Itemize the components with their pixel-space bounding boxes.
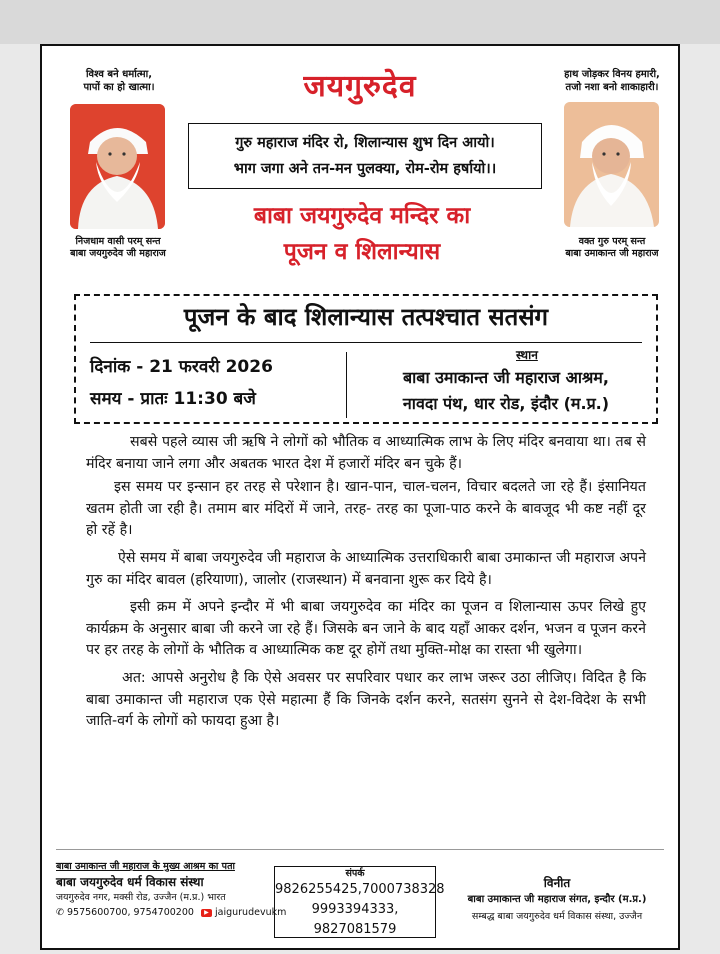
- left-caption-line-2: बाबा जयगुरुदेव जी महाराज: [70, 248, 166, 259]
- footer-address-block: [56, 860, 287, 919]
- contact-numbers-2: 9993394333, 9827081579: [311, 902, 399, 937]
- paragraph-2: इस समय पर इन्सान हर तरह से परेशान है। खान-पान, चाल-चलन, विचार बदलते जा रहे हैं। इंसानियत खतम होती जा रही है। तमाम बार मंदिरों में जाने, तरह- तरह का पूजा-पाठ करने के बावजूद भी कष्ट नहीं दूर हो रहें है।: [86, 479, 646, 539]
- vinit-block: [442, 874, 672, 923]
- paragraph-3: ऐसे समय में बाबा जयगुरुदेव जी महाराज के आध्यात्मिक उत्तराधिकारी बाबा उमाकान्त जी महाराज अपने गुरु का मंदिर बावल (हरियाणा), जालोर (राजस्थान) में बनवाना शुरू कर दिये है।: [86, 549, 646, 588]
- venue-label: स्थान: [516, 348, 538, 362]
- venue-line-2: नावदा पंथ, धार रोड, इंदौर (म.प्र.): [402, 394, 610, 413]
- event-date: दिनांक - 21 फरवरी 2026: [90, 357, 273, 377]
- phone-icon: ✆: [56, 907, 64, 918]
- left-portrait-image: [70, 104, 165, 229]
- paragraph-5: अत: आपसे अनुरोध है कि ऐसे अवसर पर सपरिवार पधार कर लाभ जरूर उठा लीजिए। विदित है कि बाबा उमाकान्त जी महाराज एक ऐसे महात्मा हैं कि जिनके दर्शन करने, सतसंग सुनने से देश-विदेश के सभी जाति-वर्ग के लोगों को फायदा हुआ है।: [86, 669, 646, 730]
- vinit-line-2: सम्बद्ध बाबा जयगुरुदेव धर्म विकास संस्था, उज्जैन: [471, 911, 643, 922]
- verse-box: [188, 123, 542, 189]
- org-address: जयगुरुदेव नगर, मक्सी रोड, उज्जैन (म.प्र.) भारत: [56, 892, 226, 903]
- left-portrait-photo: [70, 104, 165, 229]
- vinit-line-1: बाबा उमाकान्त जी महाराज संगत, इन्दौर (म.प्र.): [467, 894, 647, 905]
- poster-title: जयगुरुदेव: [303, 69, 417, 104]
- body-text: [86, 432, 646, 733]
- left-slogan-line-2: पापों का हो खात्मा।: [83, 82, 155, 93]
- event-details-box: [74, 294, 658, 424]
- youtube-icon: ▶: [201, 909, 212, 917]
- mandir-title-line-1: बाबा जयगुरुदेव मन्दिर का: [253, 203, 471, 229]
- right-caption-line-1: वक्त गुरु परम् सन्त: [578, 236, 646, 247]
- top-background-strip: [0, 0, 720, 44]
- right-caption-line-2: बाबा उमाकान्त जी महाराज: [565, 248, 659, 259]
- footer-contact-row: [56, 906, 287, 919]
- right-portrait-caption: [542, 236, 682, 260]
- address-label: बाबा उमाकान्त जी महाराज के मुख्य आश्रम का पता: [56, 861, 235, 872]
- contact-label: संपर्क: [345, 868, 365, 879]
- right-slogan-line-2: तजो नशा बनो शाकाहारी।: [565, 82, 659, 93]
- mandir-title-line-2: पूजन व शिलान्यास: [283, 239, 441, 265]
- left-portrait-caption: [48, 236, 188, 260]
- paragraph-4: इसी क्रम में अपने इन्दौर में भी बाबा जयगुरुदेव का मंदिर का पूजन व शिलान्यास ऊपर लिखे हुए कार्यक्रम के अनुसार बाबा जी करने जा रहे हैं। जिसके बन जाने के बाद यहाँ आकर दर्शन, भजन व पूजन करने पर हर तरह के लोगों के भौतिक व आध्यात्मिक कष्ट दूर होगें तथा मुक्ति-मोक्ष का रास्ता भी खुलेगा।: [86, 599, 646, 659]
- right-portrait-photo: [564, 102, 659, 227]
- vinit-label: विनीत: [543, 876, 571, 890]
- org-name: बाबा जयगुरुदेव धर्म विकास संस्था: [56, 875, 204, 889]
- event-vertical-divider: [346, 352, 347, 418]
- left-caption-line-1: निजधाम वासी परम् सन्त: [75, 236, 161, 247]
- event-divider: [90, 342, 642, 343]
- left-slogan-line-1: विश्व बने धर्मात्मा,: [85, 69, 153, 80]
- right-portrait-image: [564, 102, 659, 227]
- verse-line-1: गुरु महाराज मंदिर रो, शिलान्यास शुभ दिन आयो।: [235, 135, 495, 151]
- poster-page: [40, 44, 680, 950]
- event-heading: पूजन के बाद शिलान्यास तत्पश्चात सतसंग: [183, 303, 549, 331]
- paragraph-1: सबसे पहले व्यास जी ऋषि ने लोगों को भौतिक व आध्यात्मिक लाभ के लिए मंदिर बनवाया था। तब से मंदिर बनाया जाने लगा और अबतक भारत देश में हजारों मंदिर बन चुके हैं।: [86, 434, 646, 472]
- footer-rule: [56, 849, 664, 850]
- venue-line-1: बाबा उमाकान्त जी महाराज आश्रम,: [403, 368, 609, 387]
- youtube-handle: jaigurudevukm: [215, 907, 287, 918]
- event-time: समय - प्रातः 11:30 बजे: [90, 389, 256, 409]
- right-slogan-line-1: हाथ जोड़कर विनय हमारी,: [564, 69, 660, 80]
- verse-line-2: भाग जगा अने तन-मन पुलक्या, रोम-रोम हर्षायो।।: [233, 161, 497, 177]
- contact-box: [274, 866, 445, 938]
- footer-phones: 9575600700, 9754700200: [67, 907, 194, 918]
- contact-numbers-1: 9826255425,7000738328: [275, 882, 445, 897]
